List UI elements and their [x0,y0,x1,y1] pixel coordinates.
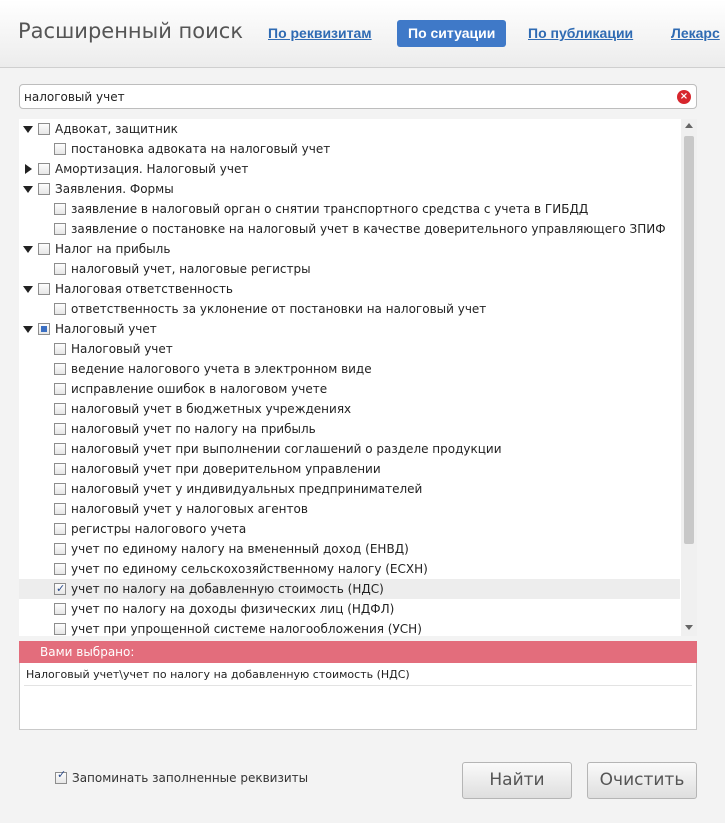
situation-tree [19,119,697,636]
tree-item-label: учет при упрощенной системе налогообложения (УСН) [71,622,422,636]
tree-item[interactable] [19,139,680,159]
tree-checkbox[interactable] [54,143,66,155]
tree-checkbox[interactable] [54,563,66,575]
tree-item-label: постановка адвоката на налоговый учет [71,142,331,156]
tree-checkbox[interactable] [54,443,66,455]
tree-item-label: Заявления. Формы [55,182,174,196]
tree-item[interactable] [19,399,680,419]
tree-item-label: налоговый учет при выполнении соглашений о разделе продукции [71,442,502,456]
tree-item[interactable] [19,299,680,319]
scroll-down-icon[interactable] [685,625,693,630]
expand-arrow-icon[interactable] [23,286,33,293]
tree-item[interactable] [19,419,680,439]
tree-item[interactable] [19,199,680,219]
tree-checkbox[interactable] [38,163,50,175]
tree-item-label: ответственность за уклонение от постановки на налоговый учет [71,302,487,316]
tab-by-requisites[interactable]: По реквизитам [268,25,372,41]
tree-item[interactable] [19,439,680,459]
divider [24,685,692,686]
tree-checkbox[interactable] [54,363,66,375]
tree-checkbox[interactable] [38,283,50,295]
tree-group[interactable] [19,279,680,299]
tab-medicines[interactable]: Лекарс [671,25,720,41]
tree-item-label: налоговый учет у индивидуальных предпринимателей [71,482,423,496]
tree-checkbox[interactable] [54,303,66,315]
tree-item-label: Налоговый учет [71,342,173,356]
tree-group[interactable] [19,159,680,179]
expand-arrow-icon[interactable] [23,326,33,333]
tree-item[interactable] [19,559,680,579]
tree-checkbox[interactable] [54,543,66,555]
tree-checkbox[interactable] [38,183,50,195]
tree-item[interactable] [19,499,680,519]
tree-checkbox[interactable] [54,383,66,395]
selected-panel [19,663,697,730]
expand-arrow-icon[interactable] [23,186,33,193]
tree-checkbox[interactable] [54,223,66,235]
tree-item-label: налоговый учет у налоговых агентов [71,502,308,516]
tree-item[interactable] [19,619,680,636]
tree-checkbox[interactable] [38,323,50,335]
clear-button[interactable]: Очистить [587,762,697,799]
tree-item-label: учет по налогу на доходы физических лиц (НДФЛ) [71,602,395,616]
tree-checkbox[interactable] [54,623,66,635]
tree-item[interactable] [19,519,680,539]
tree-checkbox[interactable] [54,343,66,355]
tree-checkbox[interactable] [54,403,66,415]
tab-by-situation[interactable]: По ситуации [397,20,506,47]
tree-item[interactable] [19,479,680,499]
tree-group[interactable] [19,179,680,199]
search-input[interactable] [24,87,674,106]
tree-item[interactable] [19,599,680,619]
collapse-arrow-icon[interactable] [25,164,32,174]
tree-item[interactable] [19,379,680,399]
tree-item[interactable] [19,579,680,599]
selected-panel-title: Вами выбрано: [19,641,697,663]
tree-checkbox[interactable] [54,203,66,215]
tree-item-label: заявление в налоговый орган о снятии транспортного средства с учета в ГИБДД [71,202,589,216]
tree-item-label: Амортизация. Налоговый учет [55,162,249,176]
clear-icon[interactable]: × [677,90,691,104]
tree-group[interactable] [19,239,680,259]
scroll-up-icon[interactable] [685,123,693,128]
expand-arrow-icon[interactable] [23,126,33,133]
scroll-thumb[interactable] [684,136,694,544]
tree-checkbox[interactable] [54,603,66,615]
page-title: Расширенный поиск [18,19,244,43]
tree-checkbox[interactable] [54,523,66,535]
tree-checkbox[interactable] [38,243,50,255]
tree-item-label: налоговый учет при доверительном управлении [71,462,381,476]
tree-item-label: налоговый учет в бюджетных учреждениях [71,402,352,416]
remember-label: Запоминать заполненные реквизиты [72,771,309,785]
tree-checkbox[interactable] [54,583,66,595]
tree-item-label: заявление о постановке на налоговый учет в качестве доверительного управляющего ЗПИФ [71,222,666,236]
find-button[interactable]: Найти [462,762,572,799]
tree-item-label: налоговый учет, налоговые регистры [71,262,311,276]
tree-item-label: Адвокат, защитник [55,122,178,136]
tree-item-label: Налоговый учет [55,322,157,336]
tab-by-publication[interactable]: По публикации [528,25,634,41]
tree-checkbox[interactable] [38,123,50,135]
tree-checkbox[interactable] [54,423,66,435]
tree-item[interactable] [19,339,680,359]
tree-checkbox[interactable] [54,503,66,515]
tree-checkbox[interactable] [54,483,66,495]
tree-scrollbar[interactable] [681,119,697,636]
tree-item-label: ведение налогового учета в электронном виде [71,362,372,376]
header [0,0,725,68]
search-box [19,84,697,109]
tree-group[interactable] [19,119,680,139]
tree-item[interactable] [19,539,680,559]
tree-item[interactable] [19,259,680,279]
tree-item[interactable] [19,359,680,379]
expand-arrow-icon[interactable] [23,246,33,253]
tree-item-label: учет по единому налогу на вмененный доход (ЕНВД) [71,542,409,556]
tree-item[interactable] [19,219,680,239]
tree-item-label: Налог на прибыль [55,242,171,256]
selected-value: Налоговый учет\учет по налогу на добавленную стоимость (НДС) [26,668,410,681]
tree-checkbox[interactable] [54,463,66,475]
tree-item[interactable] [19,459,680,479]
tree-item-label: налоговый учет по налогу на прибыль [71,422,316,436]
remember-checkbox[interactable] [55,772,67,784]
tree-item-label: учет по налогу на добавленную стоимость (НДС) [71,582,384,596]
tree-checkbox[interactable] [54,263,66,275]
tree-item-label: Налоговая ответственность [55,282,234,296]
tree-group[interactable] [19,319,680,339]
tree-item-label: регистры налогового учета [71,522,247,536]
tree-item-label: учет по единому сельскохозяйственному налогу (ЕСХН) [71,562,428,576]
tree-item-label: исправление ошибок в налоговом учете [71,382,328,396]
